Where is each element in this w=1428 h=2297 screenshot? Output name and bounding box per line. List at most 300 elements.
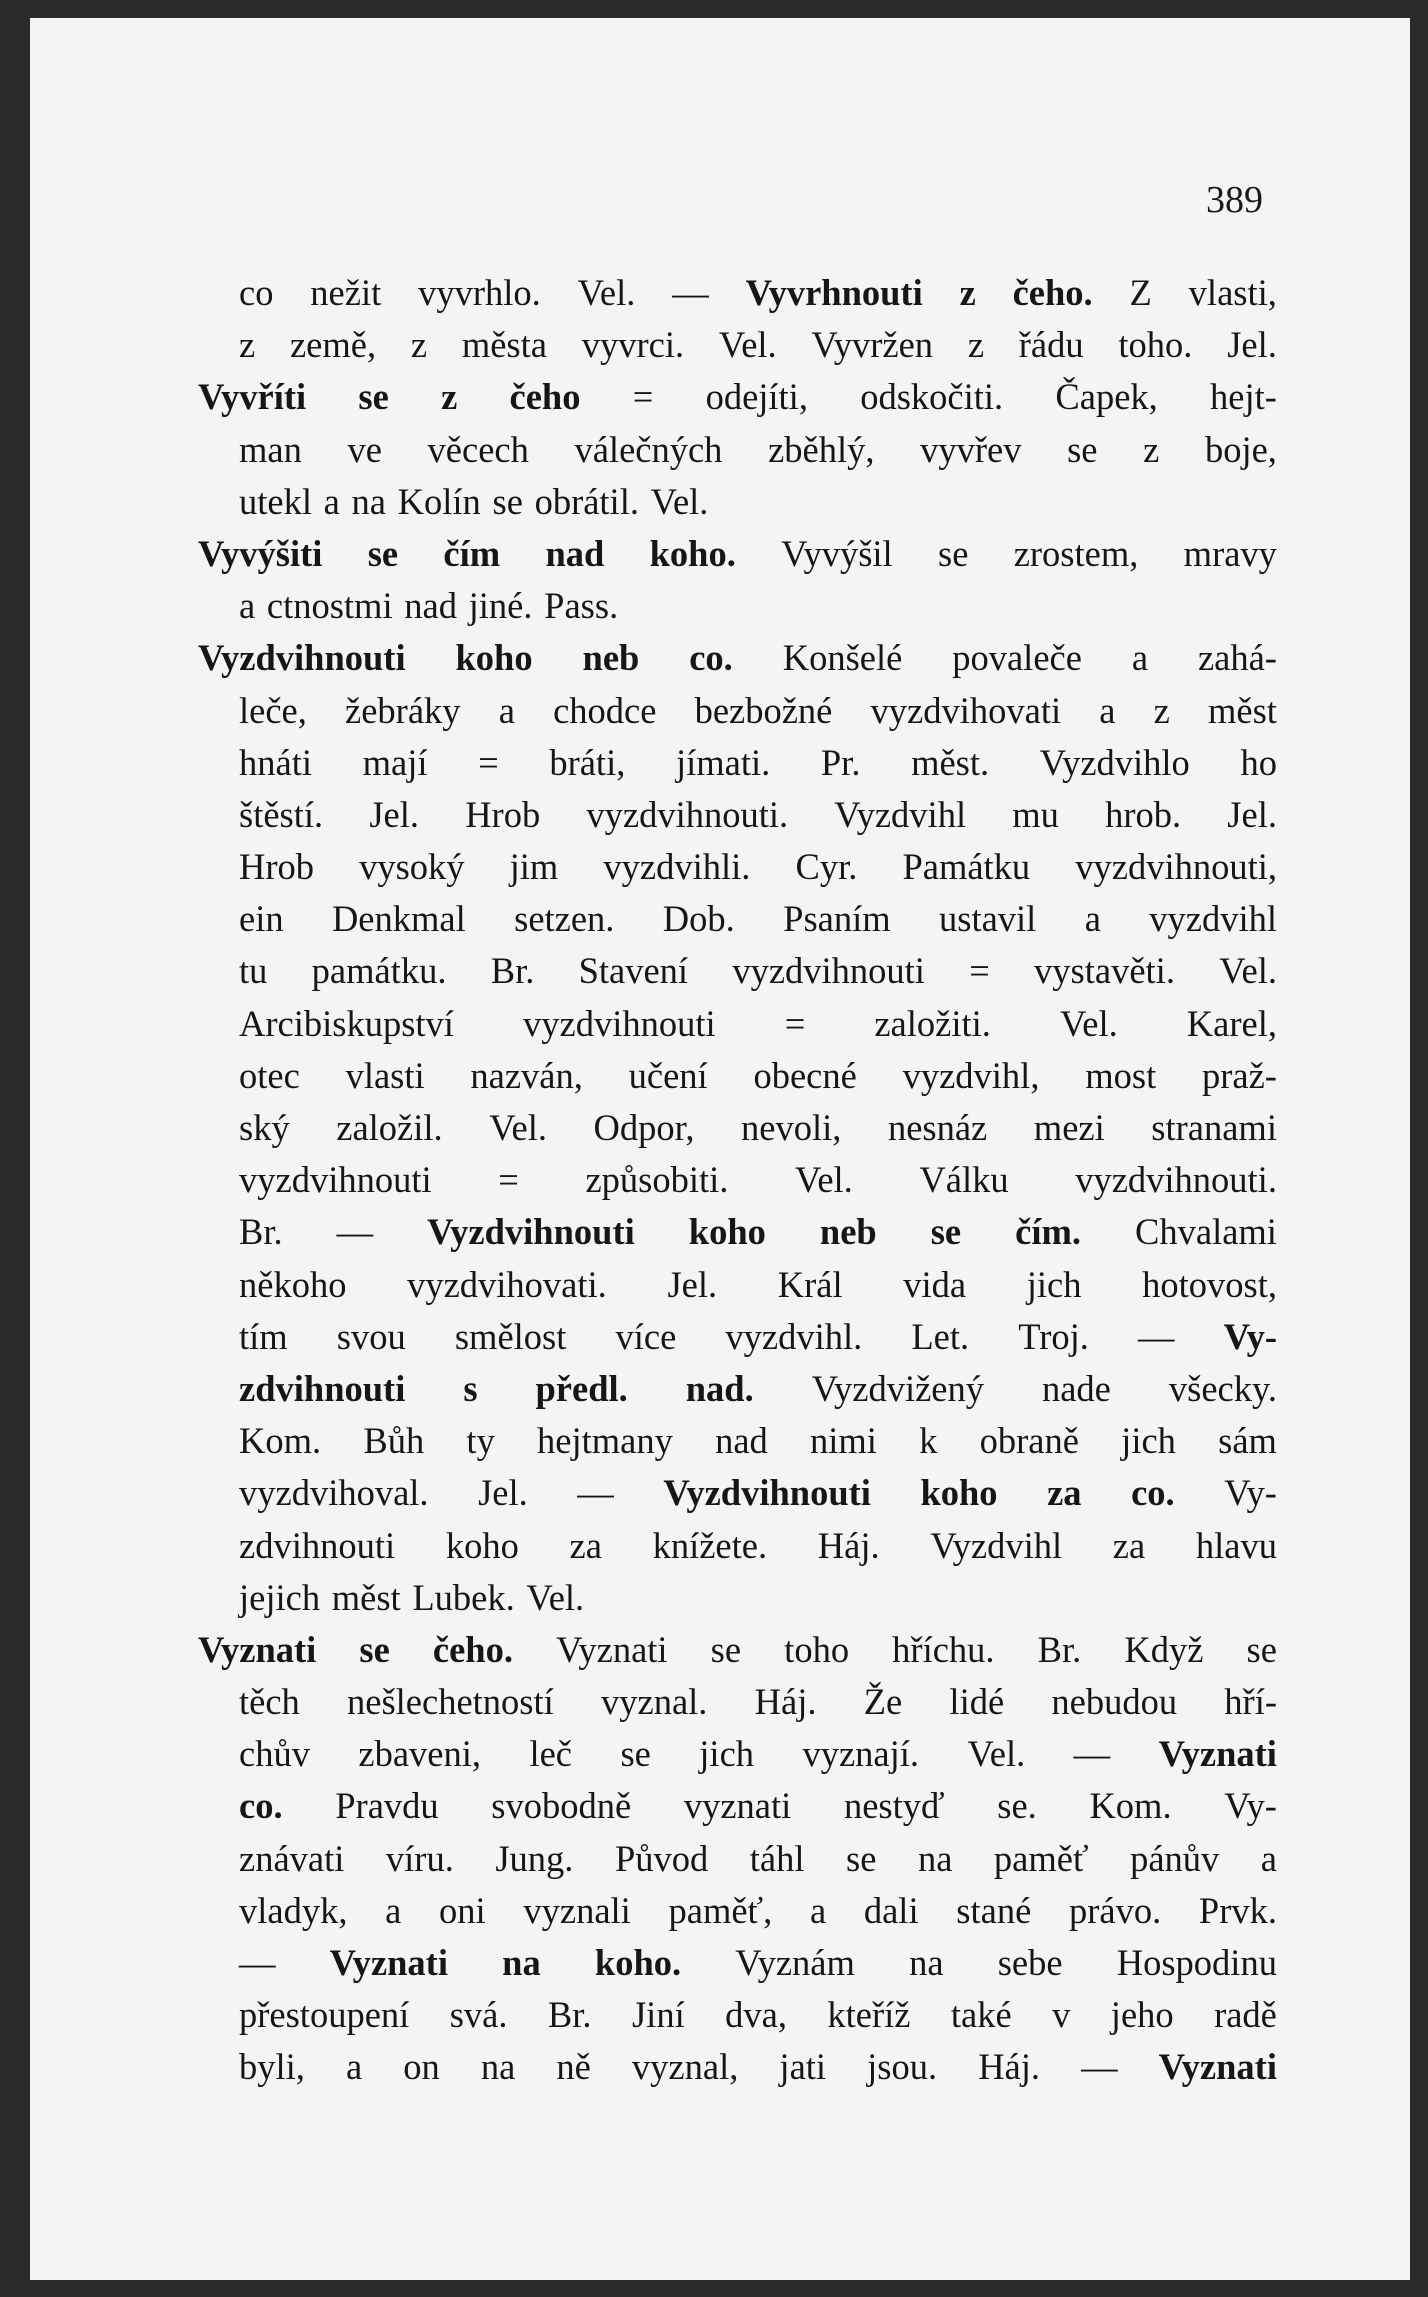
- word: Hrob: [239, 846, 315, 888]
- text-line: [239, 1728, 1277, 1780]
- word: paměť: [993, 1837, 1089, 1879]
- word: se: [620, 1733, 651, 1775]
- headword-text: Vy-: [1223, 1315, 1277, 1357]
- word: Hrob: [465, 793, 541, 835]
- page-number: 389: [1206, 179, 1263, 221]
- word: vyzdvihli.: [603, 846, 751, 888]
- word: vyzdvihovati.: [407, 1263, 607, 1305]
- word: ty: [466, 1420, 495, 1462]
- word: těch: [239, 1681, 300, 1723]
- word: sám: [1218, 1420, 1277, 1462]
- word: mají: [362, 741, 428, 783]
- word: koho: [445, 1524, 519, 1566]
- word: z: [410, 324, 428, 366]
- headword-text: nad: [545, 532, 605, 574]
- word: Stavení: [578, 950, 689, 992]
- word: a: [498, 689, 515, 731]
- text-line: [239, 319, 1277, 371]
- text-line: [239, 685, 1277, 737]
- word: nad: [715, 1420, 768, 1462]
- word: věcech: [427, 428, 529, 470]
- word: Chvalami: [1135, 1211, 1277, 1253]
- word: Památku: [902, 846, 1031, 888]
- headword-text: se: [358, 376, 389, 418]
- word: Cyr.: [795, 846, 858, 888]
- word: —: [1081, 2046, 1118, 2088]
- headword-text: z: [959, 272, 976, 313]
- word: mravy: [1183, 532, 1277, 574]
- word: a: [1084, 898, 1101, 940]
- word: a: [809, 1889, 827, 1931]
- text-line: [239, 1102, 1277, 1154]
- word: vyzdvihnouti: [523, 1002, 716, 1044]
- word: se: [710, 1628, 742, 1670]
- word: kteříž: [827, 1994, 911, 2036]
- headword-text: se: [367, 532, 399, 574]
- headword-text: koho: [920, 1472, 998, 1514]
- word: založiti.: [874, 1002, 991, 1044]
- word: oni: [439, 1889, 486, 1931]
- word: Denkmal: [331, 898, 466, 940]
- word: Vel.: [718, 324, 777, 366]
- text-line: [239, 1206, 1277, 1258]
- word: Jiní: [631, 1994, 685, 2036]
- word: řádu: [1018, 324, 1084, 366]
- word: jeho: [1110, 1994, 1174, 2036]
- word: Háj.: [754, 1681, 817, 1723]
- text-line: [239, 267, 1277, 319]
- word: jejich: [239, 1576, 321, 1618]
- word: odskočiti.: [860, 376, 1004, 418]
- headword-text: zdvihnouti: [239, 1367, 406, 1409]
- word: vyzdvihoval.: [239, 1472, 429, 1514]
- word: a: [1260, 1837, 1277, 1879]
- word: Jel.: [1227, 324, 1277, 366]
- word: jich: [1121, 1420, 1176, 1462]
- word: nad: [404, 585, 457, 627]
- word: Jel.: [1227, 793, 1277, 835]
- headword-text: koho: [455, 637, 533, 679]
- headword-text: Vyvýšiti: [198, 532, 323, 574]
- word: vyzdvihl,: [902, 1054, 1040, 1096]
- word: a: [1099, 689, 1116, 731]
- word: Psaním: [783, 898, 891, 940]
- word: Hospodinu: [1116, 1942, 1277, 1983]
- text-line: [239, 1050, 1277, 1102]
- word: lidé: [949, 1681, 1005, 1723]
- word: ně: [556, 2046, 591, 2088]
- word: ho: [1240, 741, 1277, 783]
- word: žebráky: [345, 689, 461, 731]
- word: man: [239, 428, 302, 470]
- word: založil.: [336, 1107, 443, 1148]
- headword-text: neb: [819, 1211, 877, 1253]
- word: vyznal,: [631, 2046, 739, 2088]
- word: Bůh: [363, 1420, 425, 1462]
- word: k: [919, 1420, 938, 1462]
- word: Háj.: [817, 1524, 880, 1566]
- word: vyznati: [683, 1785, 792, 1827]
- word: Pr.: [820, 741, 861, 783]
- word: Kom.: [1089, 1785, 1172, 1827]
- headword-text: čím.: [1015, 1211, 1082, 1253]
- word: přestoupení: [239, 1994, 410, 2036]
- word: bezbožné: [694, 689, 833, 731]
- word: utekl: [239, 480, 312, 522]
- word: ustavil: [939, 898, 1037, 940]
- text-line: [239, 998, 1277, 1050]
- word: vyvrci.: [581, 324, 685, 366]
- word: znávati: [239, 1837, 345, 1879]
- word: vyzdvihnouti.: [1075, 1159, 1277, 1201]
- word: a: [1131, 637, 1149, 679]
- headword-text: se: [930, 1211, 962, 1253]
- word: nebudou: [1051, 1681, 1178, 1723]
- word: hejt-: [1210, 376, 1277, 418]
- word: všecky.: [1168, 1367, 1277, 1409]
- headword-text: s: [463, 1367, 478, 1409]
- text-line: [239, 1833, 1277, 1885]
- word: stané: [956, 1889, 1032, 1931]
- word: —: [336, 1211, 374, 1253]
- word: Vyvržen: [811, 324, 934, 366]
- text-line: [239, 737, 1277, 789]
- word: Vel.: [650, 480, 709, 522]
- word: Vyzdvižený: [811, 1367, 985, 1409]
- word: vyzdvihl.: [725, 1315, 863, 1357]
- word: povaleče: [952, 637, 1082, 679]
- word: —: [239, 1942, 276, 1983]
- word: štěstí.: [239, 793, 324, 835]
- word: hotovost,: [1142, 1263, 1277, 1305]
- headword-text: z: [441, 376, 458, 418]
- word: Vel.: [526, 1576, 585, 1618]
- word: vyzdvihovati: [870, 689, 1062, 731]
- word: nimi: [810, 1420, 877, 1462]
- text-line: [239, 789, 1277, 841]
- word: vyzdvihnouti: [239, 1159, 432, 1201]
- word: Původ: [614, 1837, 709, 1879]
- word: obraně: [979, 1420, 1079, 1462]
- headword-text: Vyznati: [1158, 1733, 1277, 1775]
- word: Pass.: [544, 585, 619, 627]
- word: toho: [784, 1628, 850, 1670]
- headword-text: Vyzdvihnouti: [427, 1211, 635, 1253]
- headword-text: Vyznati: [1158, 2046, 1277, 2088]
- headword-text: čeho.: [1012, 272, 1093, 313]
- headword-text: Vyzdvihnouti: [663, 1472, 871, 1514]
- word: a: [323, 480, 340, 522]
- word: Kolín: [397, 480, 481, 522]
- word: Jel.: [478, 1472, 528, 1514]
- word: za: [1112, 1524, 1146, 1566]
- text-line: [198, 1624, 1277, 1676]
- word: obecné: [753, 1054, 857, 1096]
- word: vyznají.: [802, 1733, 920, 1775]
- headword-text: Vyvříti: [198, 376, 307, 418]
- word: Vel.: [489, 1107, 547, 1148]
- word: vladyk,: [239, 1889, 348, 1931]
- headword-text: čeho.: [432, 1628, 513, 1670]
- word: most: [1085, 1054, 1157, 1096]
- word: nešlechetností: [347, 1681, 554, 1723]
- word: nevoli,: [741, 1107, 842, 1148]
- word: =: [784, 1002, 806, 1044]
- text-line: [239, 841, 1277, 893]
- word: z: [1153, 689, 1170, 731]
- word: vyzdvihnouti,: [1075, 846, 1277, 888]
- word: se.: [997, 1785, 1037, 1827]
- word: jímati.: [675, 741, 771, 783]
- word: nesnáz: [887, 1107, 988, 1148]
- word: Odpor,: [593, 1107, 695, 1148]
- text-line: [239, 1311, 1277, 1363]
- text-line: [239, 1363, 1277, 1415]
- word: obrátil.: [534, 480, 639, 522]
- headword-text: čeho: [509, 376, 581, 418]
- word: hejtmany: [537, 1420, 673, 1462]
- word: jich: [1026, 1263, 1082, 1305]
- word: Vel.: [795, 1159, 853, 1201]
- word: Troj.: [1018, 1315, 1089, 1357]
- word: Vyvýšil: [781, 532, 893, 574]
- word: země,: [289, 324, 377, 366]
- word: setzen.: [514, 898, 615, 940]
- headword-text: předl.: [535, 1367, 628, 1409]
- word: smělost: [454, 1315, 567, 1357]
- word: ein: [239, 898, 284, 940]
- word: vlasti,: [1188, 272, 1277, 313]
- text-line: [198, 632, 1277, 684]
- word: nestyď: [843, 1785, 945, 1827]
- word: víru.: [385, 1837, 454, 1879]
- word: =: [498, 1159, 519, 1201]
- word: vyzdvihnouti: [732, 950, 925, 992]
- text-line: [239, 1937, 1277, 1989]
- word: zrostem,: [1013, 532, 1139, 574]
- headword-text: koho.: [649, 532, 736, 574]
- word: mezi: [1033, 1107, 1105, 1148]
- word: vystavěti.: [1034, 950, 1175, 992]
- word: v: [1052, 1994, 1071, 2036]
- word: vlasti: [345, 1054, 425, 1096]
- word: boje,: [1204, 428, 1277, 470]
- word: byli,: [239, 2046, 305, 2088]
- headword-text: na: [502, 1942, 541, 1983]
- word: měst: [1208, 689, 1277, 731]
- text-line: [239, 424, 1277, 476]
- word: hříchu.: [892, 1628, 995, 1670]
- word: ský: [239, 1107, 290, 1148]
- word: Král: [777, 1263, 843, 1305]
- word: dva,: [725, 1994, 787, 2036]
- word: Vyzdvihlo: [1039, 741, 1190, 783]
- word: způsobiti.: [585, 1159, 729, 1201]
- word: =: [969, 950, 990, 992]
- headword-text: co.: [689, 637, 733, 679]
- word: Let.: [911, 1315, 970, 1357]
- word: Br.: [547, 1994, 592, 2036]
- word: a: [385, 1889, 402, 1931]
- word: se: [492, 480, 523, 522]
- word: vyzdvihnouti.: [586, 793, 789, 835]
- headword-text: za: [1047, 1472, 1082, 1514]
- word: —: [1137, 1315, 1175, 1357]
- word: Jung.: [495, 1837, 574, 1879]
- text-line: [198, 371, 1277, 423]
- headword-text: neb: [582, 637, 640, 679]
- word: dali: [863, 1889, 919, 1931]
- word: otec: [239, 1054, 300, 1096]
- word: z: [239, 324, 256, 366]
- word: chodce: [553, 689, 657, 731]
- text-line: [239, 1520, 1277, 1572]
- text-line: [239, 1885, 1277, 1937]
- word: jiné.: [468, 585, 533, 627]
- word: z: [1143, 428, 1160, 470]
- word: jim: [509, 846, 559, 888]
- dictionary-text: [198, 267, 1277, 2094]
- word: =: [478, 741, 499, 783]
- word: Vel.: [577, 272, 636, 313]
- word: toho.: [1118, 324, 1193, 366]
- text-line: [239, 1259, 1277, 1311]
- text-line: [239, 893, 1277, 945]
- word: nade: [1041, 1367, 1111, 1409]
- word: více: [615, 1315, 677, 1357]
- word: Vel.: [967, 1733, 1026, 1775]
- word: Dob.: [662, 898, 735, 940]
- word: vyzdvihl: [1149, 898, 1277, 940]
- word: nežit: [310, 272, 382, 313]
- word: vysoký: [359, 846, 465, 888]
- word: vyznali: [523, 1889, 631, 1931]
- word: na: [480, 2046, 516, 2088]
- text-line: [239, 2041, 1277, 2093]
- headword-text: se: [359, 1628, 390, 1670]
- text-line: [239, 1415, 1277, 1467]
- word: se: [1246, 1628, 1277, 1670]
- word: odejíti,: [705, 376, 808, 418]
- word: —: [1073, 1733, 1111, 1775]
- headword-text: Vyznati: [198, 1628, 317, 1670]
- word: Br.: [490, 950, 535, 992]
- word: Vel.: [1059, 1002, 1118, 1044]
- word: Vyzdvihl: [834, 793, 967, 835]
- word: vyznal.: [601, 1681, 708, 1723]
- word: měst.: [911, 741, 990, 783]
- word: Karel,: [1186, 1002, 1277, 1044]
- word: tu: [239, 950, 268, 992]
- word: Br.: [1037, 1628, 1082, 1670]
- word: —: [577, 1472, 614, 1514]
- word: chův: [239, 1733, 310, 1775]
- word: tím: [239, 1315, 288, 1357]
- word: vida: [903, 1263, 967, 1305]
- word: co: [239, 272, 274, 313]
- word: Z: [1129, 272, 1152, 313]
- word: památku.: [311, 950, 447, 992]
- word: —: [672, 272, 709, 313]
- word: Vel.: [1219, 950, 1277, 992]
- word: a: [346, 2046, 363, 2088]
- word: on: [403, 2046, 440, 2088]
- word: táhl: [749, 1837, 805, 1879]
- word: Jel.: [369, 793, 420, 835]
- word: Vyznám: [735, 1942, 855, 1983]
- word: Prvk.: [1198, 1889, 1277, 1931]
- word: učení: [628, 1054, 708, 1096]
- word: =: [632, 376, 654, 418]
- text-line: [239, 1989, 1277, 2041]
- word: Válku: [919, 1159, 1009, 1201]
- word: z: [967, 324, 985, 366]
- word: Vy-: [1224, 1472, 1277, 1514]
- headword-text: co.: [1131, 1472, 1175, 1514]
- word: zdvihnouti: [239, 1524, 396, 1566]
- headword-text: Vyvrhnouti: [745, 272, 923, 313]
- text-line: [239, 1154, 1277, 1206]
- word: zběhlý,: [768, 428, 875, 470]
- word: na: [917, 1837, 953, 1879]
- word: Čapek,: [1055, 376, 1158, 418]
- text-line: [239, 945, 1277, 997]
- headword-text: čím: [443, 532, 501, 574]
- word: leče,: [239, 689, 307, 731]
- headword-text: koho: [688, 1211, 766, 1253]
- word: stranami: [1151, 1107, 1277, 1148]
- word: Pravdu: [335, 1785, 439, 1827]
- word: Arcibiskupství: [239, 1002, 454, 1044]
- word: Lubek.: [412, 1576, 515, 1618]
- word: se: [938, 532, 969, 574]
- text-line: [239, 1467, 1277, 1519]
- word: Když: [1124, 1628, 1204, 1670]
- text-line: [239, 580, 1277, 632]
- word: radě: [1214, 1994, 1277, 2036]
- text-line: [239, 476, 1277, 528]
- word: právo.: [1068, 1889, 1162, 1931]
- word: knížete.: [652, 1524, 768, 1566]
- word: pánův: [1130, 1837, 1220, 1879]
- word: ve: [347, 428, 382, 470]
- word: Konšelé: [782, 637, 903, 679]
- headword-text: nad.: [685, 1367, 754, 1409]
- word: Vyznati: [556, 1628, 668, 1670]
- word: nazván,: [470, 1054, 583, 1096]
- word: hlavu: [1195, 1524, 1277, 1566]
- word: ctnostmi: [266, 585, 393, 627]
- text-line: [239, 1572, 1277, 1624]
- word: jati: [779, 2046, 827, 2088]
- word: Jel.: [667, 1263, 718, 1305]
- word: se: [1067, 428, 1098, 470]
- word: paměť,: [668, 1889, 773, 1931]
- word: praž-: [1201, 1054, 1277, 1096]
- word: se: [846, 1837, 877, 1879]
- word: za: [569, 1524, 602, 1566]
- word: hrob.: [1105, 793, 1182, 835]
- headword-text: Vyzdvihnouti: [198, 637, 406, 679]
- headword-text: co.: [239, 1785, 283, 1827]
- word: jsou.: [867, 2046, 938, 2088]
- word: Vyzdvihl: [930, 1524, 1063, 1566]
- text-line: [239, 1780, 1277, 1832]
- text-line: [198, 528, 1277, 580]
- word: leč: [529, 1733, 572, 1775]
- book-page: [30, 18, 1410, 2280]
- word: a: [239, 585, 256, 627]
